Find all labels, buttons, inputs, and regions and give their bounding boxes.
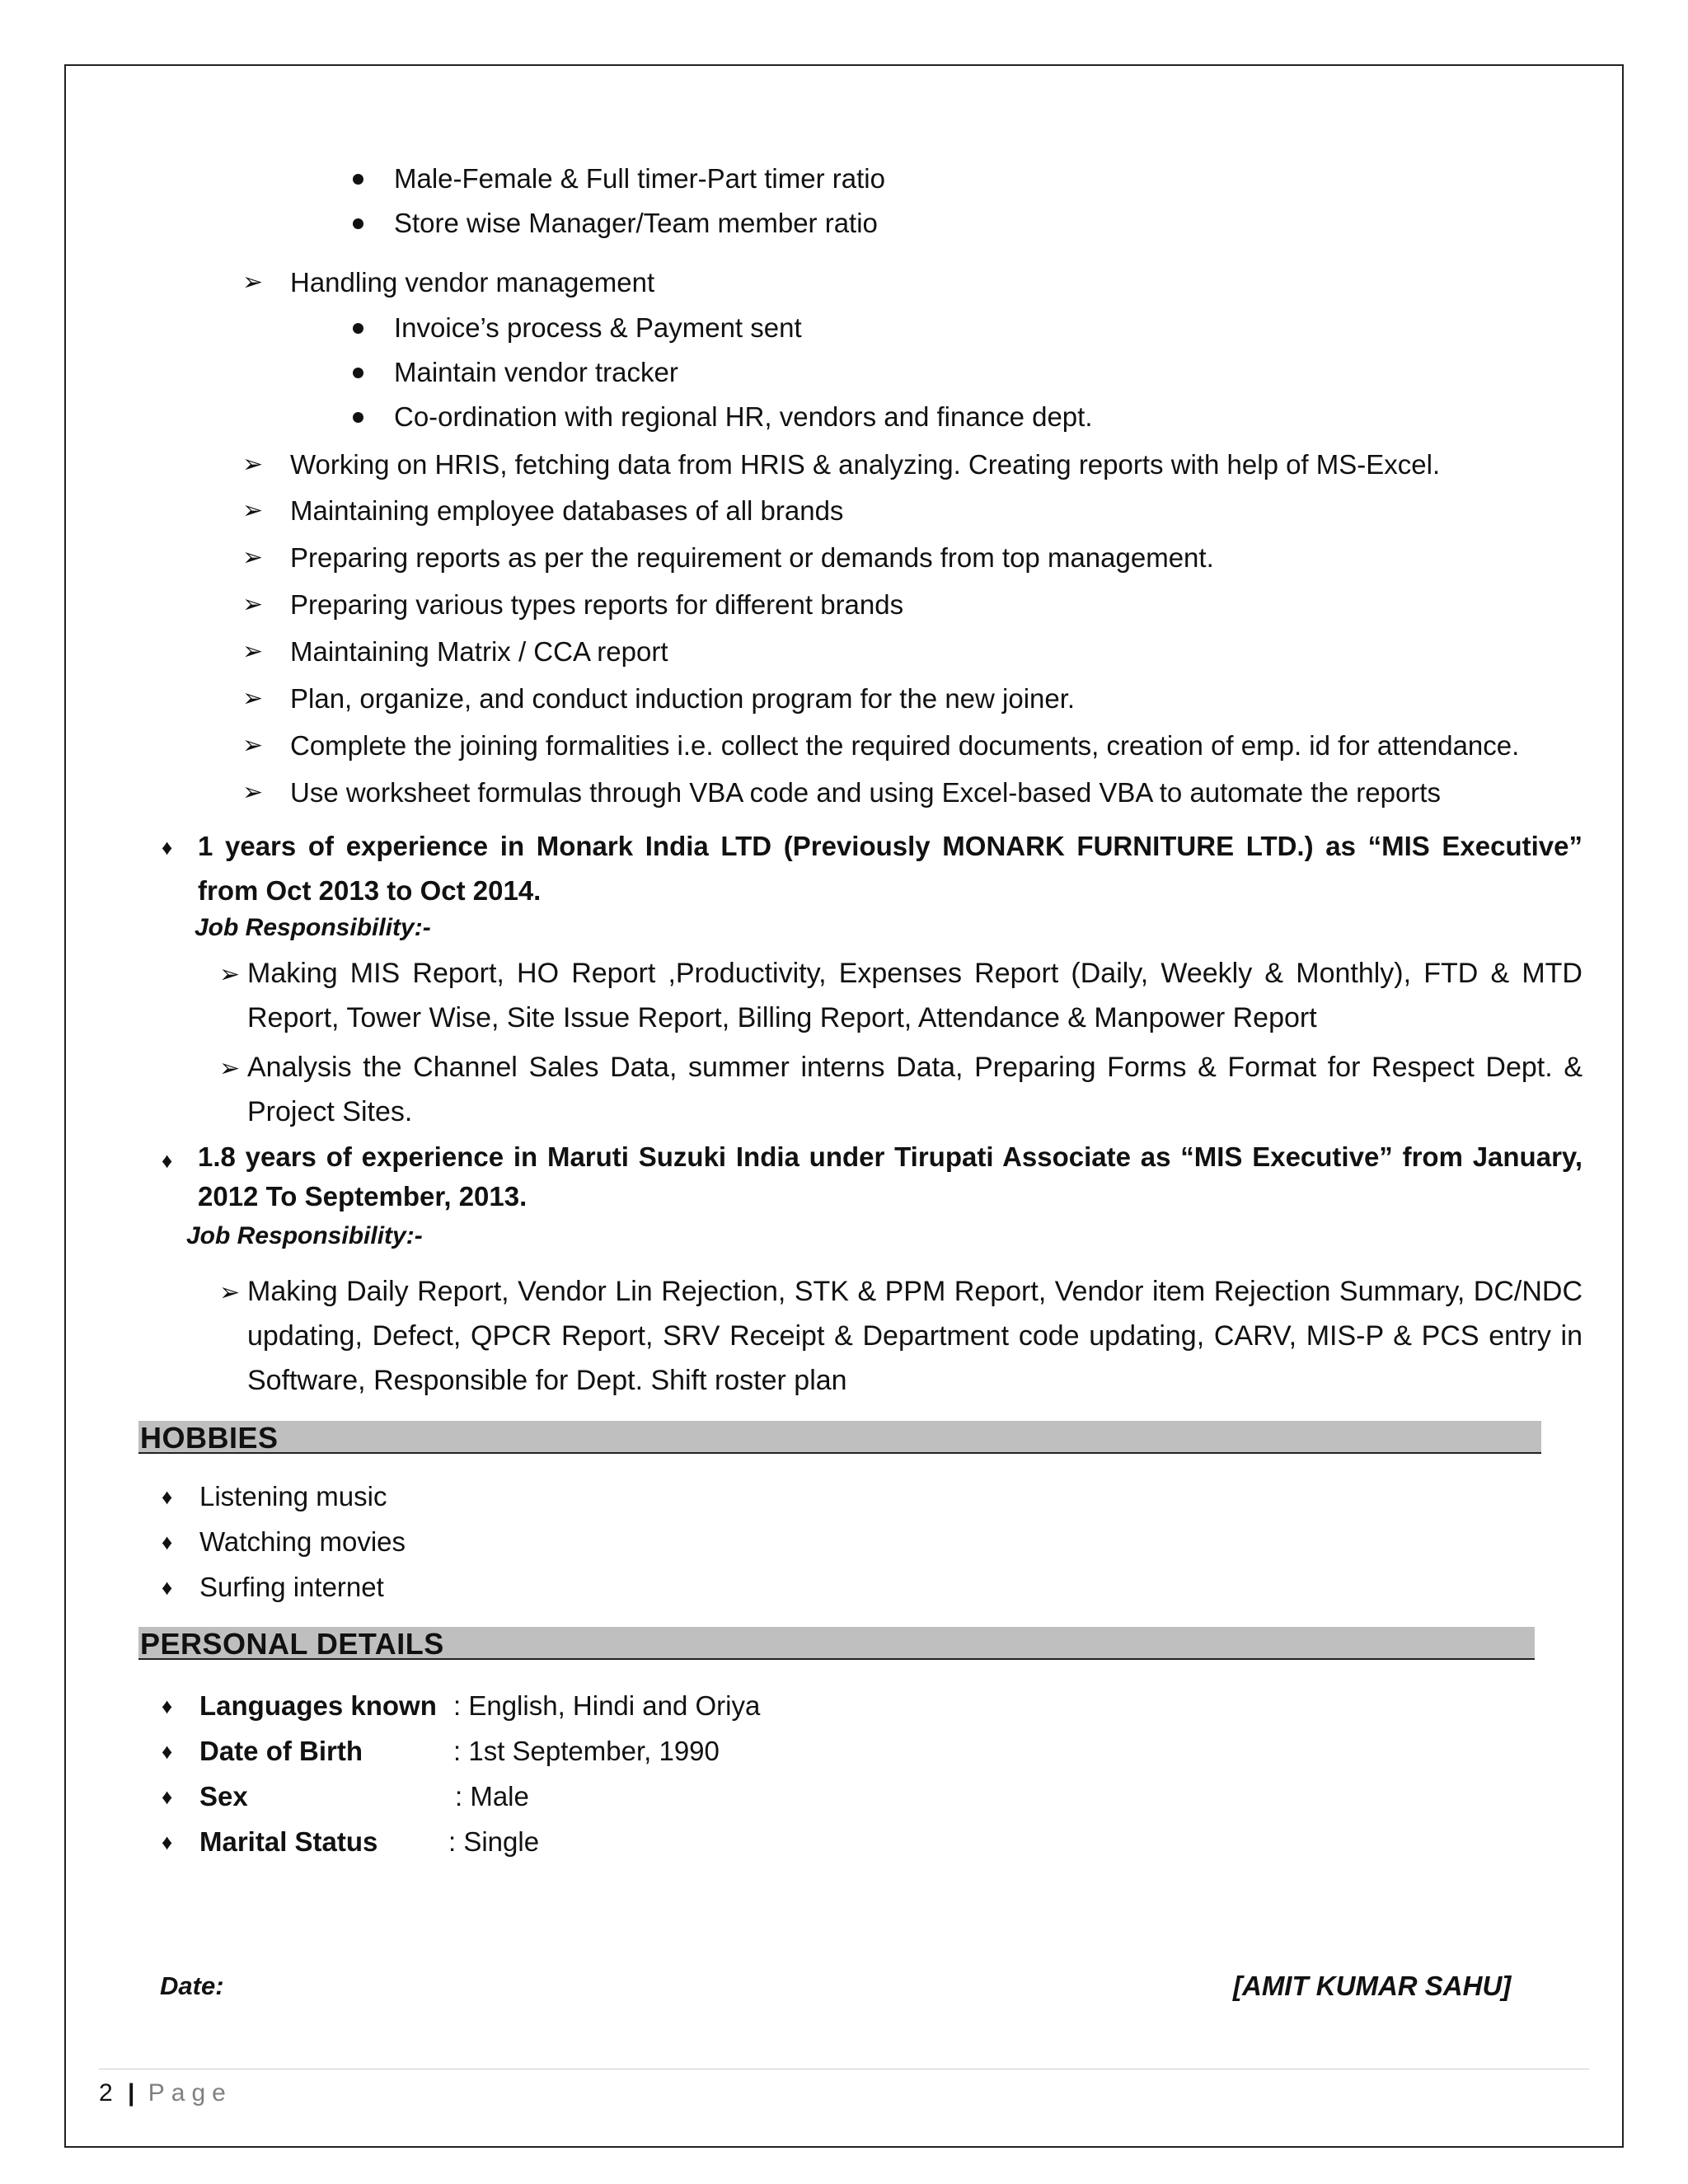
arrow-bullet-icon: ➢ [242,638,264,665]
diamond-bullet-icon: ♦ [162,1148,173,1173]
signature-name: [AMIT KUMAR SAHU] [1233,1971,1512,2001]
section-bar [138,1421,1541,1454]
list-item [247,1045,1582,1134]
diamond-bullet-icon: ♦ [162,1830,173,1854]
arrow-bullet-icon: ➢ [242,779,264,806]
list-item: Surfing internet [199,1572,384,1602]
job-heading-text: 1 years of experience in Monark India LTD (Previously MONARK FURNITURE LTD.) as “MIS Executive” from Oct 2013 to Oct 2014. [198,831,1582,906]
detail-label: Marital Status [199,1826,378,1857]
diamond-bullet-icon: ♦ [162,1784,173,1809]
detail-label: Languages known [199,1690,437,1721]
bullet-dot [353,218,363,229]
job-heading [198,824,1582,913]
detail-label: Date of Birth [199,1736,363,1766]
arrow-bullet-icon: ➢ [219,961,241,988]
list-item-text: Making MIS Report, HO Report ,Productivity, Expenses Report (Daily, Weekly & Monthly), FTD & MTD Report, Tower Wise, Site Issue Report, Billing Report, Attendance & Manpower Report [247,958,1582,1033]
bullet-dot [353,412,363,423]
arrow-bullet-icon: ➢ [242,269,264,296]
bullet-dot [353,174,363,185]
detail-value: : 1st September, 1990 [453,1736,720,1766]
diamond-bullet-icon: ♦ [162,1694,173,1718]
arrow-bullet-icon: ➢ [242,497,264,524]
list-item: Maintaining Matrix / CCA report [290,636,668,667]
bullet-dot [353,368,363,378]
detail-label: Sex [199,1781,248,1811]
list-item: Preparing reports as per the requirement or demands from top management. [290,542,1214,573]
list-item: Watching movies [199,1526,406,1557]
arrow-bullet-icon: ➢ [242,732,264,759]
list-item: Plan, organize, and conduct induction program for the new joiner. [290,683,1076,714]
arrow-bullet-icon: ➢ [219,1279,241,1306]
section-title-hobbies: HOBBIES [140,1421,279,1455]
diamond-bullet-icon: ♦ [162,1739,173,1764]
page-footer [99,2077,232,2110]
job-responsibility-label: Job Responsibility:- [195,914,431,941]
list-item: Store wise Manager/Team member ratio [394,208,878,238]
list-item: Preparing various types reports for different brands [290,589,904,620]
diamond-bullet-icon: ♦ [162,835,173,860]
arrow-bullet-icon: ➢ [219,1055,241,1082]
bullet-dot [353,323,363,334]
list-item: Male-Female & Full timer-Part timer ratio [394,163,885,194]
job-heading-text: 1.8 years of experience in Maruti Suzuki India under Tirupati Associate as “MIS Executive” from January, 2012 To September, 2013. [198,1141,1582,1212]
list-item-text: Making Daily Report, Vendor Lin Rejection, STK & PPM Report, Vendor item Rejection Summary, DC/NDC updating, Defect, QPCR Report, SRV Receipt & Department code updating, CARV, MIS-P & PCS entry in Software, Responsible for Dept. Shift roster plan [247,1276,1582,1396]
page-separator: | [128,2079,135,2107]
list-item [247,1269,1582,1403]
list-item [247,951,1582,1040]
list-item: Handling vendor management [290,267,655,298]
list-item: Complete the joining formalities i.e. collect the required documents, creation of emp. id for attendance. [290,730,1520,761]
page-number: 2 [99,2079,113,2107]
list-item: Maintaining employee databases of all brands [290,495,844,526]
diamond-bullet-icon: ♦ [162,1530,173,1554]
arrow-bullet-icon: ➢ [242,451,264,478]
detail-value: : Male [455,1781,529,1811]
arrow-bullet-icon: ➢ [242,685,264,712]
list-item: Use worksheet formulas through VBA code and using Excel-based VBA to automate the reports [290,777,1441,808]
detail-value: : Single [448,1826,540,1857]
arrow-bullet-icon: ➢ [242,544,264,571]
diamond-bullet-icon: ♦ [162,1484,173,1509]
date-label: Date: [160,1971,224,2000]
detail-value: : English, Hindi and Oriya [453,1690,761,1721]
list-item: Working on HRIS, fetching data from HRIS & analyzing. Creating reports with help of MS-Excel. [290,449,1441,480]
section-title-personal-details: PERSONAL DETAILS [140,1627,444,1661]
job-heading [198,1137,1582,1216]
job-responsibility-label: Job Responsibility:- [186,1222,423,1249]
list-item: Listening music [199,1481,387,1511]
list-item: Co-ordination with regional HR, vendors and finance dept. [394,401,1093,432]
list-item: Maintain vendor tracker [394,357,678,387]
list-item-text: Analysis the Channel Sales Data, summer interns Data, Preparing Forms & Format for Respect Dept. & Project Sites. [247,1052,1582,1127]
arrow-bullet-icon: ➢ [242,591,264,618]
list-item: Invoice’s process & Payment sent [394,312,802,343]
diamond-bullet-icon: ♦ [162,1575,173,1600]
page-word: Page [148,2079,232,2107]
